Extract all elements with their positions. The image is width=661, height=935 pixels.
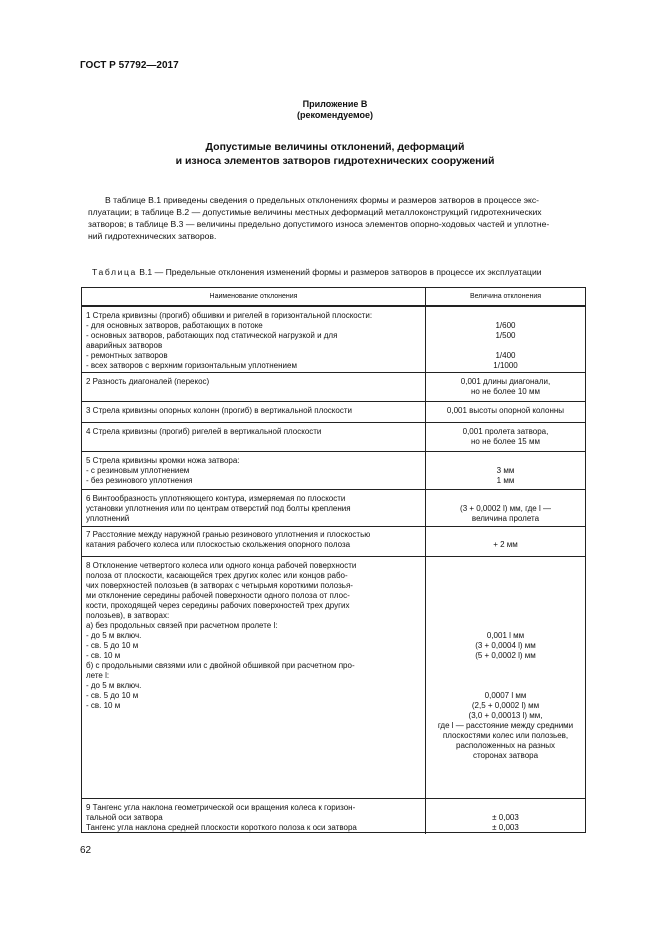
deviation-name-cell [82,423,426,451]
table-row [82,526,585,556]
standard-designation: ГОСТ Р 57792—2017 [80,60,179,71]
deviation-value-line: 1/600 [495,321,516,330]
table-row [82,422,585,451]
deviation-name-cell [82,799,426,834]
deviation-value-line [426,311,585,321]
deviation-name-line: чих поверхностей полозьев (в затворах с четырьмя короткими полозья- [86,581,353,590]
deviation-name-line: лете l: [86,671,110,680]
deviation-value-line [426,803,585,813]
deviation-name-line: тальной оси затвора [86,813,163,822]
intro-paragraph [88,194,598,242]
deviation-value-line [426,591,585,601]
deviation-name-line: ми отклонение середины рабочей поверхности одного полоза от плос- [86,591,350,600]
deviation-name-line: 1 Стрела кривизны (прогиб) обшивки и ригелей в горизонтальной плоскости: [86,311,373,320]
deviation-name-cell [82,452,426,489]
deviation-name-line: 6 Винтообразность уплотняющего контура, измеряемая по плоскости [86,494,346,503]
deviation-value-line: 3 мм [496,466,515,475]
table-row [82,556,585,798]
deviation-value-cell [426,373,585,401]
deviation-value-line [426,611,585,621]
deviation-value-line: (3 + 0,0002 l) мм, где l — [460,504,551,513]
deviation-name-cell [82,307,426,372]
deviation-value-line [426,661,585,671]
deviation-name-line: 2 Разность диагоналей (перекос) [86,377,210,386]
deviation-name-line: полоза от плоскости, касающейся трех других колес или концов рабо- [86,571,348,580]
deviation-value-line: (3 + 0,0004 l) мм [475,641,536,650]
deviation-name-line: 7 Расстояние между наружной гранью резинового уплотнения и плоскостью [86,530,371,539]
deviation-name-line: - с резиновым уплотнением [86,466,190,475]
deviation-value-line [426,341,585,351]
header-deviation-name: Наименование отклонения [82,288,426,305]
deviation-value-line: (5 + 0,0002 l) мм [475,651,536,660]
deviation-value-line: плоскостями колес или полозьев, [442,731,569,740]
deviation-name-line: - св. 10 м [86,651,121,660]
deviation-value-cell [426,557,585,798]
deviation-value-line [426,571,585,581]
annex-title [80,140,590,168]
deviation-name-cell [82,402,426,422]
deviation-name-line: 8 Отклонение четвертого колеса или одного конца рабочей поверхности [86,561,357,570]
deviation-value-line [426,681,585,691]
deviation-value-line: 0,001 l мм [486,631,525,640]
deviation-name-line: аварийных затворов [86,341,163,350]
deviation-value-line: ± 0,003 [492,823,519,832]
title-line: и износа элементов затворов гидротехнических сооружений [175,155,495,167]
deviation-table [81,287,586,833]
deviation-value-line [426,530,585,540]
intro-line: затворов; в таблице В.3 — величины предельно допустимого износа элементов опорно-ходовых частей и уплотне- [88,219,550,229]
intro-line: ний гидротехнических затворов. [88,231,217,241]
deviation-name-line: - св. 10 м [86,701,121,710]
page-number: 62 [80,845,92,856]
annex-label: Приложение В [302,99,368,109]
deviation-name-line: - без резинового уплотнения [86,476,193,485]
deviation-value-line: 1/1000 [493,361,518,370]
table-caption [92,267,542,277]
deviation-value-line [426,561,585,571]
deviation-value-line: расположенных на разных [456,741,555,750]
deviation-value-line: + 2 мм [493,540,518,549]
deviation-name-line: 9 Тангенс угла наклона геометрической оси вращения колеса к горизон- [86,803,356,812]
deviation-name-line: - св. 5 до 10 м [86,641,139,650]
deviation-value-line: сторонах затвора [472,751,539,760]
deviation-value-line: (2,5 + 0,0002 l) мм [471,701,540,710]
deviation-name-line: - для основных затворов, работающих в потоке [86,321,263,330]
deviation-value-line [426,456,585,466]
header-deviation-value: Величина отклонения [469,293,542,300]
deviation-value-line: но не более 10 мм [471,387,540,396]
intro-line: В таблице В.1 приведены сведения о предельных отклонениях формы и размеров затворов в процессе экс- [105,195,540,205]
deviation-value-cell [426,490,585,526]
deviation-name-cell [82,527,426,556]
deviation-value-line [426,581,585,591]
deviation-name-line: - основных затворов, работающих под статической нагрузкой и для [86,331,338,340]
deviation-name-line: 5 Стрела кривизны кромки ножа затвора: [86,456,240,465]
deviation-value-line: 1/400 [495,351,516,360]
table-caption-text: В.1 — Предельные отклонения изменений формы и размеров затворов в процессе их эксплуатации [139,267,542,277]
title-line: Допустимые величины отклонений, деформаций [205,141,465,153]
deviation-value-line [426,601,585,611]
deviation-name-line: а) без продольных связей при расчетном пролете l: [86,621,278,630]
deviation-value-line [426,671,585,681]
deviation-name-line: - ремонтных затворов [86,351,168,360]
deviation-name-line: катания рабочего колеса или плоскостью скольжения опорного полоза [86,540,351,549]
table-row [82,798,585,834]
deviation-value-line: 0,001 пролета затвора, [462,427,549,436]
table-row [82,451,585,489]
deviation-value-cell [426,799,585,834]
deviation-value-cell [426,307,585,372]
deviation-value-line: 1 мм [496,476,515,485]
deviation-name-line: б) с продольными связями или с двойной обшивкой при расчетном про- [86,661,355,670]
table-header-row [82,288,585,305]
deviation-value-line: (3,0 + 0,00013 l) мм, [468,711,543,720]
annex-heading [80,99,590,121]
deviation-value-line: ± 0,003 [492,813,519,822]
table-row [82,489,585,526]
deviation-name-line: - до 5 м включ. [86,681,142,690]
deviation-value-line [426,621,585,631]
deviation-value-line: 0,0007 l мм [484,691,527,700]
intro-line: плуатации; в таблице В.2 — допустимые величины местных деформаций металлоконструкций гидротехнических [88,207,542,217]
deviation-value-line: величина пролета [471,514,540,523]
deviation-name-cell [82,557,426,798]
deviation-name-line: установки уплотнения или по центрам отверстий под болты крепления [86,504,351,513]
deviation-name-cell [82,373,426,401]
deviation-name-line: 4 Стрела кривизны (прогиб) ригелей в вертикальной плоскости [86,427,322,436]
deviation-value-cell [426,423,585,451]
deviation-name-line: 3 Стрела кривизны опорных колонн (прогиб) в вертикальной плоскости [86,406,352,415]
deviation-name-line: кости, проходящей через середины рабочих поверхностей трех других [86,601,350,610]
deviation-name-line: - св. 5 до 10 м [86,691,139,700]
deviation-name-line: Тангенс угла наклона средней плоскости короткого полоза к оси затвора [86,823,357,832]
table-row [82,307,585,372]
deviation-name-line: - до 5 м включ. [86,631,142,640]
deviation-value-cell [426,402,585,422]
table-row [82,372,585,401]
table-row [82,401,585,422]
deviation-value-line: но не более 15 мм [471,437,540,446]
table-caption-label: Таблица [92,267,137,277]
deviation-value-line: где l — расстояние между средними [437,721,574,730]
deviation-name-line: полозьев), в затворах: [86,611,170,620]
deviation-value-line: 0,001 длины диагонали, [460,377,551,386]
deviation-value-cell [426,527,585,556]
deviation-value-line: 1/500 [495,331,516,340]
deviation-value-line: 0,001 высоты опорной колонны [446,406,565,415]
deviation-name-line: - всех затворов с верхним горизонтальным уплотнением [86,361,297,370]
deviation-name-line: уплотнений [86,514,130,523]
deviation-value-cell [426,452,585,489]
annex-status: (рекомендуемое) [297,110,373,120]
deviation-name-cell [82,490,426,526]
deviation-value-line [426,494,585,504]
